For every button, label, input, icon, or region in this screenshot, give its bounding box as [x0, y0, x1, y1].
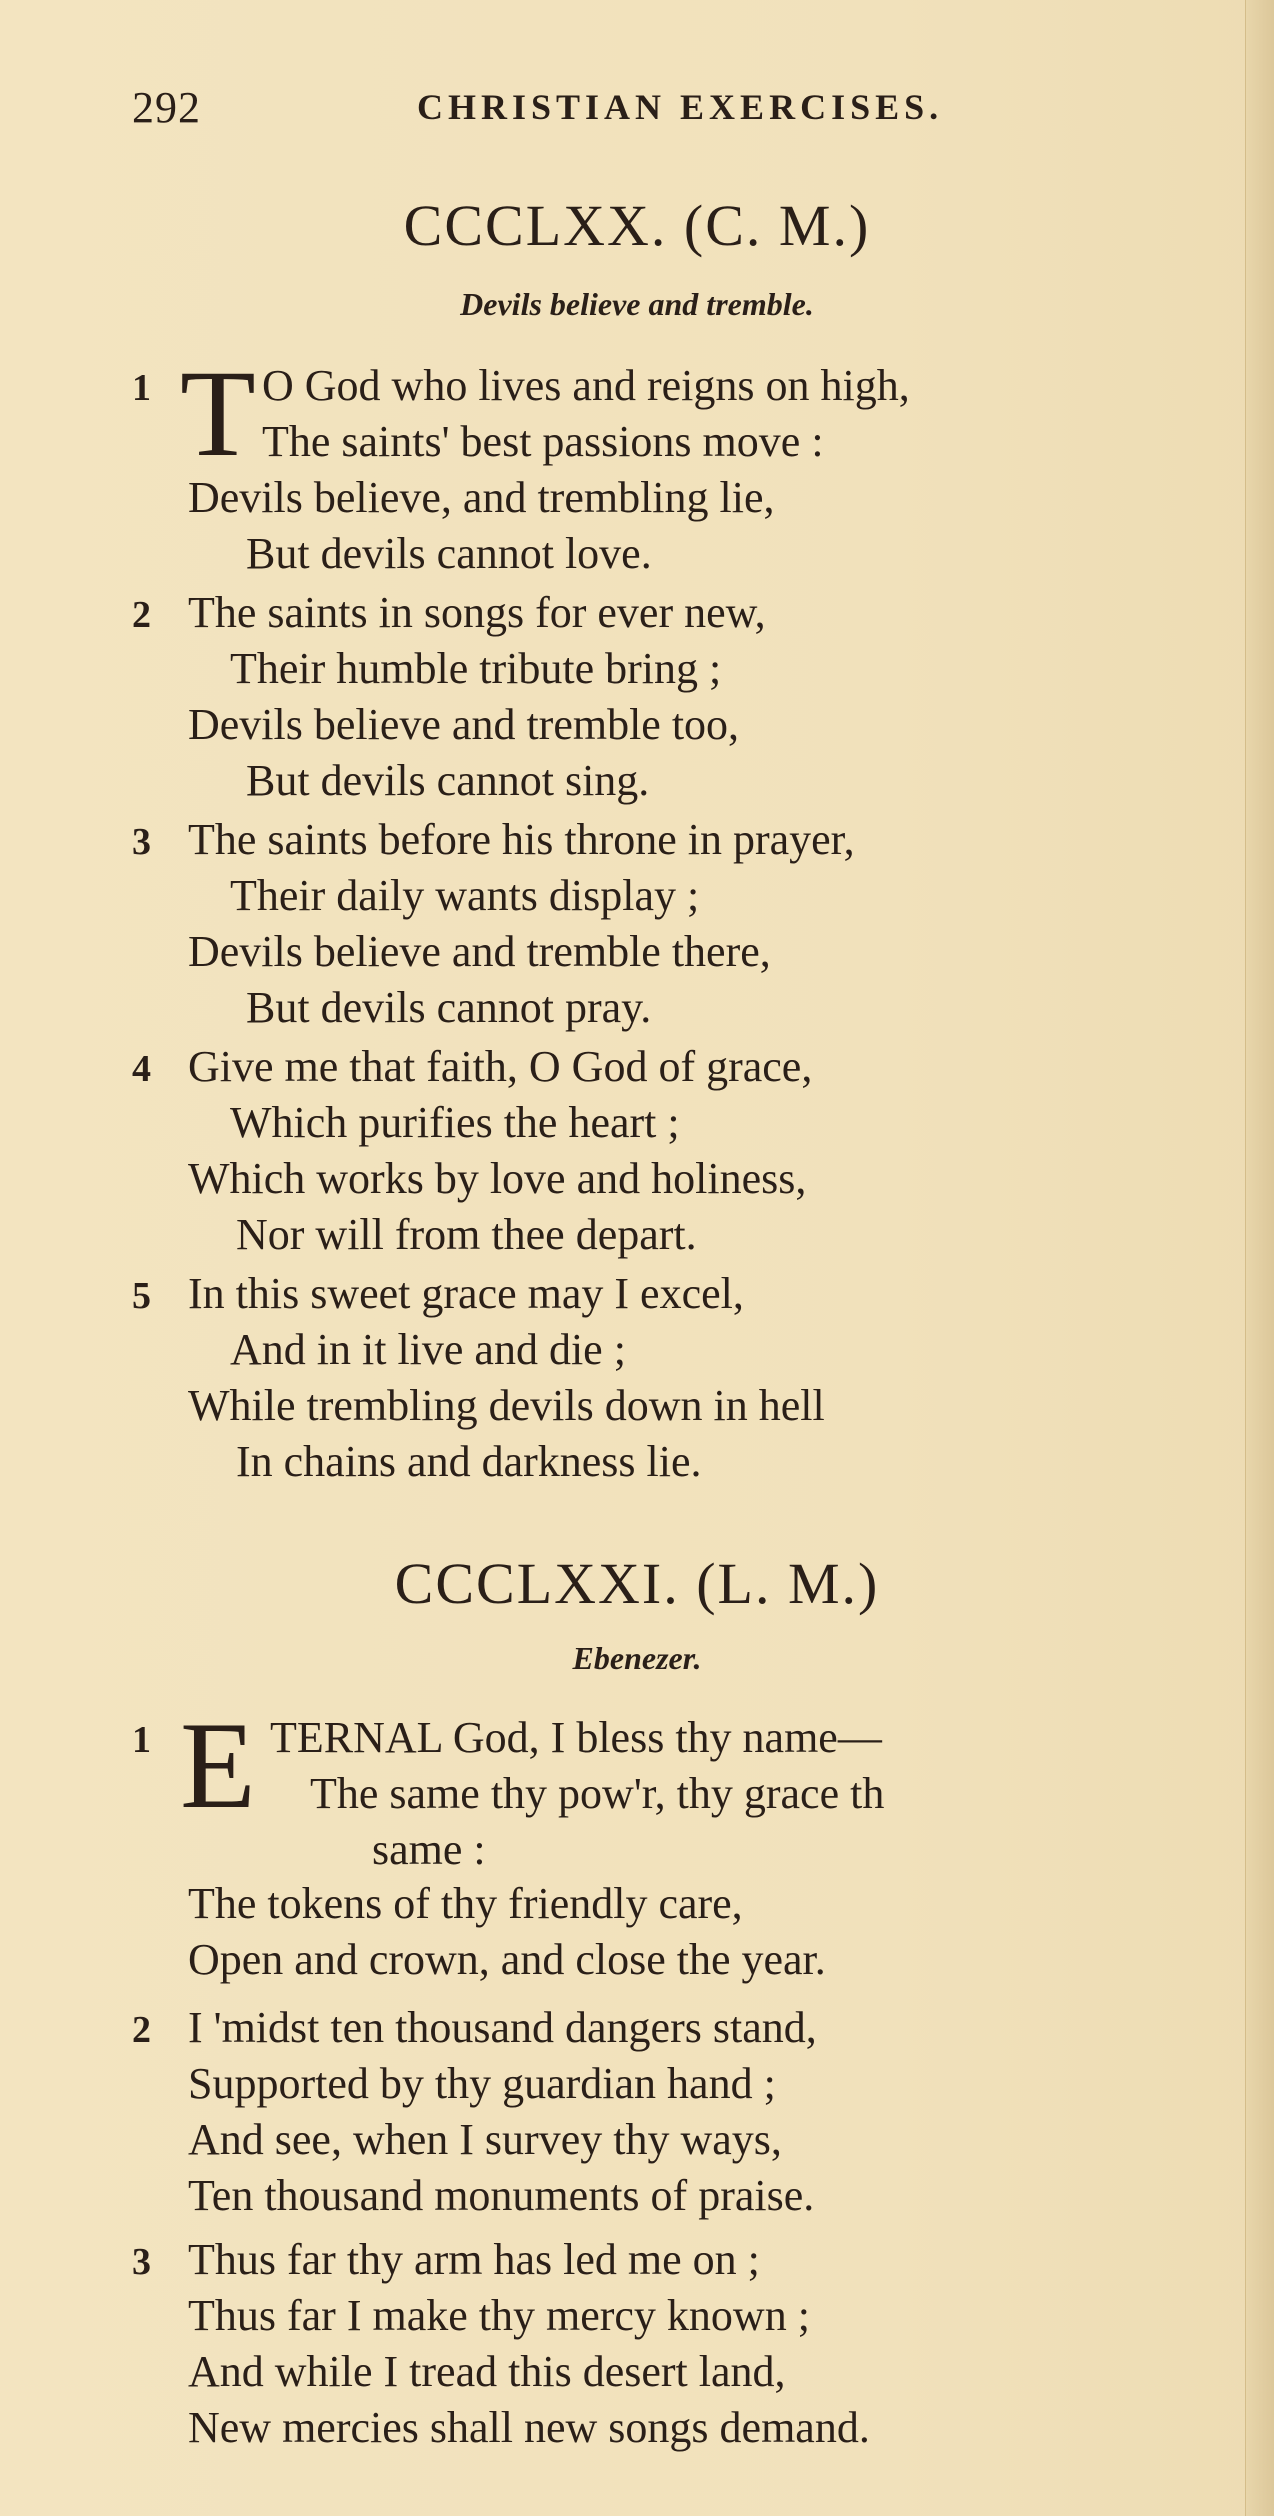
verse-line: Nor will from thee depart. [236, 1210, 697, 1259]
verse-line: And see, when I survey thy ways, [188, 2115, 782, 2164]
verse-line: The saints' best passions move : [262, 417, 824, 466]
verse-line: Ten thousand monuments of praise. [188, 2171, 815, 2220]
hymn-subtitle: Devils believe and tremble. [460, 286, 814, 322]
stanza-number: 1 [132, 367, 151, 409]
verse-line: But devils cannot love. [246, 529, 652, 578]
page-number: 292 [132, 83, 201, 132]
verse-line: Open and crown, and close the year. [188, 1935, 826, 1984]
verse-line: Devils believe and tremble there, [188, 927, 771, 976]
stanza-number: 4 [132, 1048, 151, 1090]
verse-line: Devils believe, and trembling lie, [188, 473, 775, 522]
verse-line: Thus far thy arm has led me on ; [188, 2235, 760, 2284]
verse-line: The saints in songs for ever new, [188, 588, 766, 637]
running-head [132, 82, 1012, 142]
verse-line: New mercies shall new songs demand. [188, 2403, 870, 2452]
stanza-number: 3 [132, 2241, 151, 2283]
stanza-number: 5 [132, 1275, 151, 1317]
stanza-number: 2 [132, 594, 151, 636]
verse-line: In chains and darkness lie. [236, 1437, 702, 1486]
verse-line: And while I tread this desert land, [188, 2347, 786, 2396]
verse-line: same : [372, 1825, 486, 1874]
verse-line: Give me that faith, O God of grace, [188, 1042, 813, 1091]
verse-line: And in it live and die ; [230, 1325, 626, 1374]
verse-line: I 'midst ten thousand dangers stand, [188, 2003, 817, 2052]
verse-line: The tokens of thy friendly care, [188, 1879, 743, 1928]
verse-line: Which works by love and holiness, [188, 1154, 807, 1203]
verse-line: But devils cannot pray. [246, 983, 652, 1032]
verse-line: Their humble tribute bring ; [230, 644, 722, 693]
running-title: CHRISTIAN EXERCISES. [417, 87, 944, 127]
verse-line: O God who lives and reigns on high, [262, 361, 910, 410]
hymn-subtitle: Ebenezer. [572, 1640, 702, 1676]
hymn-title: CCCLXXI. (L. M.) [394, 1551, 880, 1616]
verse-line: But devils cannot sing. [246, 756, 650, 805]
hymn-title: CCCLXX. (C. M.) [403, 193, 871, 258]
stanza-number: 1 [132, 1719, 151, 1761]
verse-line: Supported by thy guardian hand ; [188, 2059, 776, 2108]
page-edge [1245, 0, 1274, 2516]
verse-line: Devils believe and tremble too, [188, 700, 740, 749]
verse-line: TERNAL God, I bless thy name— [270, 1713, 882, 1762]
stanza-number: 2 [132, 2009, 151, 2051]
verse-line: The saints before his throne in prayer, [188, 815, 855, 864]
verse-line: Their daily wants display ; [230, 871, 700, 920]
verse-line: Which purifies the heart ; [230, 1098, 680, 1147]
verse-line: In this sweet grace may I excel, [188, 1269, 744, 1318]
stanza-number: 3 [132, 821, 151, 863]
verse-line: Thus far I make thy mercy known ; [188, 2291, 810, 2340]
verse-line: While trembling devils down in hell [188, 1381, 825, 1430]
verse-line: The same thy pow'r, thy grace th [310, 1769, 885, 1818]
drop-cap: T [180, 345, 256, 482]
drop-cap: E [180, 1697, 256, 1834]
